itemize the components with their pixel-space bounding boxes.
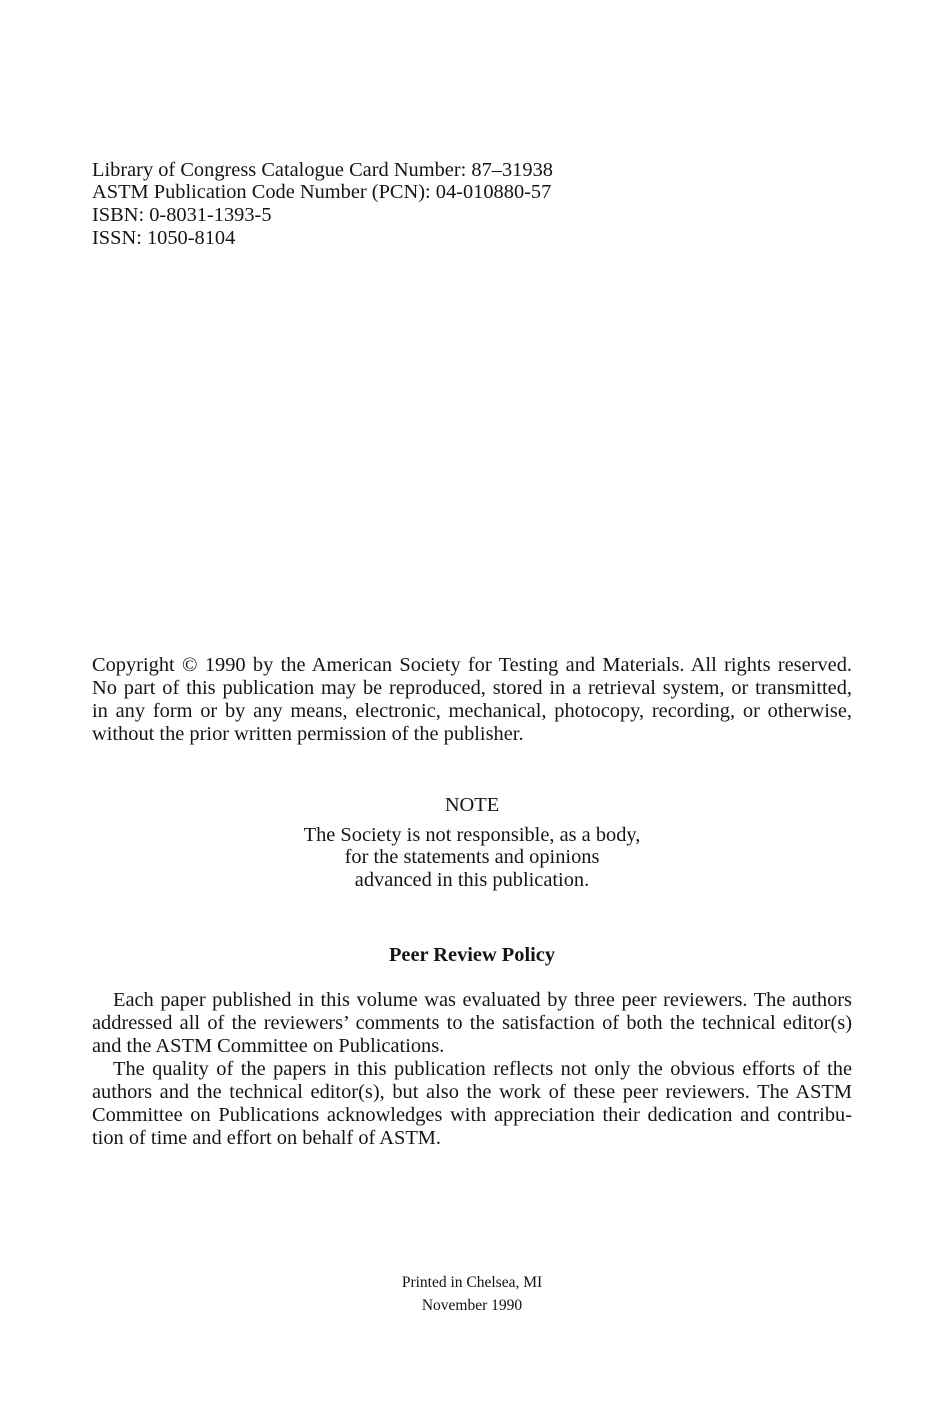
copyright-line: without the prior written permission of the publisher. xyxy=(92,722,524,745)
astm-pcn: ASTM Publication Code Number (PCN): 04-010880-57 xyxy=(92,181,552,204)
peer-review-paragraph xyxy=(92,989,852,1058)
note-line: The Society is not responsible, as a body, xyxy=(303,823,641,846)
peer-review-heading: Peer Review Policy xyxy=(388,943,556,966)
note-heading: NOTE xyxy=(444,793,500,816)
note-block xyxy=(92,824,852,892)
peer-review-line: authors and the technical editor(s), but also the work of these peer reviewers. The ASTM xyxy=(92,1081,852,1104)
peer-review-line: and the ASTM Committee on Publications. xyxy=(92,1034,445,1057)
print-date: November 1990 xyxy=(421,1297,523,1315)
peer-review-line: The quality of the papers in this publication reflects not only the obvious efforts of the xyxy=(113,1057,852,1080)
issn: ISSN: 1050-8104 xyxy=(92,226,236,249)
peer-review-line: tion of time and effort on behalf of ASTM. xyxy=(92,1127,442,1150)
peer-review-policy xyxy=(92,989,852,1151)
copyright-notice xyxy=(92,654,852,746)
copyright-line: in any form or by any means, electronic, mechanical, photocopy, recording, or otherwise, xyxy=(92,699,852,722)
loc-card-number: Library of Congress Catalogue Card Number: 87–31938 xyxy=(92,158,553,181)
peer-review-line: Committee on Publications acknowledges with appreciation their dedication and contribu- xyxy=(92,1104,852,1127)
isbn: ISBN: 0-8031-1393-5 xyxy=(92,203,272,226)
peer-review-paragraph xyxy=(92,1058,852,1151)
peer-review-line: addressed all of the reviewers’ comments to the satisfaction of both the technical editor(s) xyxy=(92,1011,852,1034)
imprint xyxy=(92,1271,852,1317)
catalog-info xyxy=(92,159,852,250)
copyright-line: Copyright © 1990 by the American Society for Testing and Materials. All rights reserved. xyxy=(92,653,852,676)
note-line: for the statements and opinions xyxy=(344,846,600,868)
copyright-line: No part of this publication may be reproduced, stored in a retrieval system, or transmitted, xyxy=(92,676,852,699)
peer-review-line: Each paper published in this volume was evaluated by three peer reviewers. The authors xyxy=(113,988,852,1011)
note-line: advanced in this publication. xyxy=(354,868,590,891)
printed-location: Printed in Chelsea, MI xyxy=(401,1274,543,1292)
